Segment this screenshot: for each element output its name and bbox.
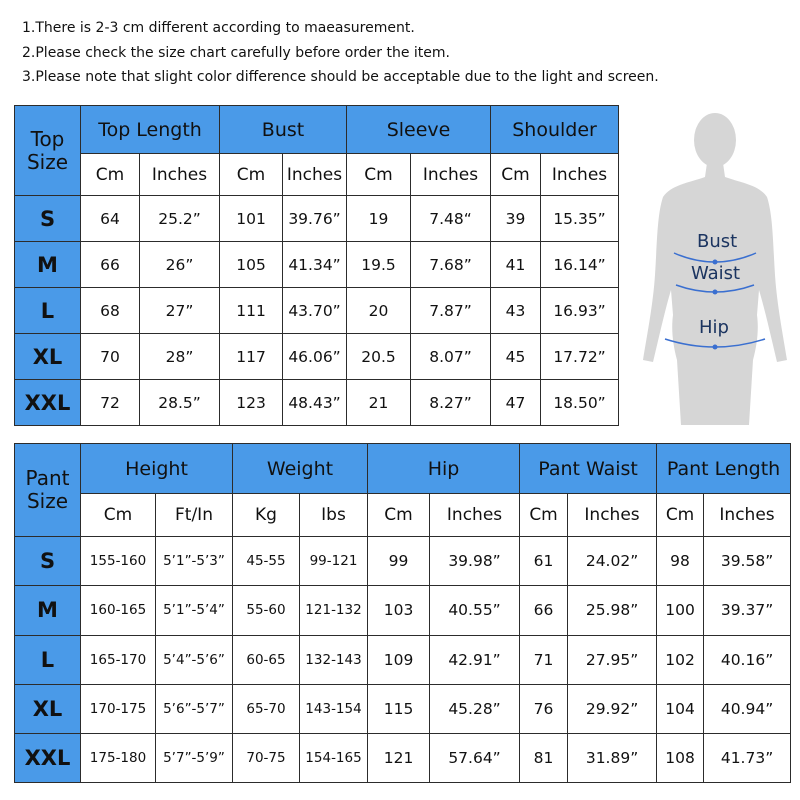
cell: 61 bbox=[520, 537, 568, 586]
cell: 115 bbox=[368, 684, 430, 733]
cell: 47 bbox=[491, 380, 541, 426]
cell: 175-180 bbox=[81, 733, 156, 782]
cell: 60-65 bbox=[233, 635, 300, 684]
cell: 41.73” bbox=[704, 733, 791, 782]
cell: 65-70 bbox=[233, 684, 300, 733]
cell: 28” bbox=[140, 334, 220, 380]
size-label: L bbox=[15, 635, 81, 684]
group-header-bust: Bust bbox=[220, 106, 347, 154]
hip-label: Hip bbox=[699, 317, 729, 338]
cell: 5’1”-5’3” bbox=[156, 537, 233, 586]
cell: 20.5 bbox=[347, 334, 411, 380]
table-row bbox=[15, 733, 791, 782]
size-label: L bbox=[15, 288, 81, 334]
cell: 5’4”-5’6” bbox=[156, 635, 233, 684]
cell: 43.70” bbox=[283, 288, 347, 334]
cell: 100 bbox=[657, 586, 704, 635]
group-header-shoulder: Shoulder bbox=[491, 106, 619, 154]
cell: 70-75 bbox=[233, 733, 300, 782]
table-row bbox=[15, 288, 619, 334]
cell: 99 bbox=[368, 537, 430, 586]
cell: 123 bbox=[220, 380, 283, 426]
cell: 121 bbox=[368, 733, 430, 782]
cell: 70 bbox=[81, 334, 140, 380]
pant-size-table bbox=[14, 443, 791, 783]
cell: 160-165 bbox=[81, 586, 156, 635]
cell: 108 bbox=[657, 733, 704, 782]
cell: 7.87” bbox=[411, 288, 491, 334]
cell: 170-175 bbox=[81, 684, 156, 733]
size-label: M bbox=[15, 242, 81, 288]
cell: 31.89” bbox=[568, 733, 657, 782]
cell: 98 bbox=[657, 537, 704, 586]
unit-header: Cm bbox=[347, 154, 411, 196]
note-1: 1.There is 2-3 cm different according to maeasurement. bbox=[22, 20, 415, 36]
cell: 15.35” bbox=[541, 196, 619, 242]
cell: 5’1”-5’4” bbox=[156, 586, 233, 635]
corner-line-2: Size bbox=[26, 149, 69, 174]
table-row bbox=[15, 586, 791, 635]
cell: 117 bbox=[220, 334, 283, 380]
cell: 7.68” bbox=[411, 242, 491, 288]
unit-header: Kg bbox=[233, 494, 300, 537]
cell: 20 bbox=[347, 288, 411, 334]
unit-header: Cm bbox=[657, 494, 704, 537]
cell: 71 bbox=[520, 635, 568, 684]
table-row bbox=[15, 684, 791, 733]
table-row bbox=[15, 242, 619, 288]
group-header-pant-length: Pant Length bbox=[657, 444, 791, 494]
corner-line-2: Size bbox=[26, 489, 69, 514]
cell: 25.98” bbox=[568, 586, 657, 635]
cell: 105 bbox=[220, 242, 283, 288]
group-header-pant-waist: Pant Waist bbox=[520, 444, 657, 494]
cell: 45.28” bbox=[430, 684, 520, 733]
cell: 64 bbox=[81, 196, 140, 242]
cell: 72 bbox=[81, 380, 140, 426]
group-header-top-length: Top Length bbox=[81, 106, 220, 154]
cell: 16.93” bbox=[541, 288, 619, 334]
cell: 132-143 bbox=[300, 635, 368, 684]
unit-header: Inches bbox=[411, 154, 491, 196]
body-silhouette-figure bbox=[627, 105, 800, 425]
group-header-height: Height bbox=[81, 444, 233, 494]
cell: 102 bbox=[657, 635, 704, 684]
cell: 39.37” bbox=[704, 586, 791, 635]
cell: 48.43” bbox=[283, 380, 347, 426]
top-size-table bbox=[14, 105, 619, 426]
cell: 154-165 bbox=[300, 733, 368, 782]
cell: 21 bbox=[347, 380, 411, 426]
hip-marker bbox=[713, 345, 718, 350]
table-row bbox=[15, 635, 791, 684]
group-header-weight: Weight bbox=[233, 444, 368, 494]
unit-header: Inches bbox=[283, 154, 347, 196]
note-3: 3.Please note that slight color difference should be acceptable due to the light and screen. bbox=[22, 69, 659, 85]
unit-header: Cm bbox=[81, 154, 140, 196]
cell: 27.95” bbox=[568, 635, 657, 684]
cell: 16.14” bbox=[541, 242, 619, 288]
cell: 25.2” bbox=[140, 196, 220, 242]
cell: 81 bbox=[520, 733, 568, 782]
cell: 143-154 bbox=[300, 684, 368, 733]
cell: 26” bbox=[140, 242, 220, 288]
note-2: 2.Please check the size chart carefully before order the item. bbox=[22, 44, 450, 61]
unit-header: Inches bbox=[704, 494, 791, 537]
table-row bbox=[15, 380, 619, 426]
cell: 5’7”-5’9” bbox=[156, 733, 233, 782]
cell: 18.50” bbox=[541, 380, 619, 426]
unit-header: Inches bbox=[541, 154, 619, 196]
size-label: XL bbox=[15, 684, 81, 733]
cell: 27” bbox=[140, 288, 220, 334]
group-header-sleeve: Sleeve bbox=[347, 106, 491, 154]
size-label: M bbox=[15, 586, 81, 635]
unit-header: Cm bbox=[81, 494, 156, 537]
unit-header: Cm bbox=[368, 494, 430, 537]
waist-label: Waist bbox=[691, 263, 741, 284]
size-label: S bbox=[15, 537, 81, 586]
table-row bbox=[15, 334, 619, 380]
cell: 42.91” bbox=[430, 635, 520, 684]
unit-header: Inches bbox=[140, 154, 220, 196]
cell: 68 bbox=[81, 288, 140, 334]
cell: 55-60 bbox=[233, 586, 300, 635]
head-shape bbox=[694, 113, 736, 167]
cell: 45-55 bbox=[233, 537, 300, 586]
waist-marker bbox=[713, 290, 718, 295]
cell: 29.92” bbox=[568, 684, 657, 733]
size-label: XXL bbox=[15, 380, 81, 426]
corner-line-1: Top bbox=[30, 126, 65, 151]
cell: 46.06” bbox=[283, 334, 347, 380]
size-label: XXL bbox=[15, 733, 81, 782]
unit-header: Inches bbox=[568, 494, 657, 537]
cell: 8.07” bbox=[411, 334, 491, 380]
cell: 43 bbox=[491, 288, 541, 334]
table-row bbox=[15, 196, 619, 242]
cell: 57.64” bbox=[430, 733, 520, 782]
cell: 39.98” bbox=[430, 537, 520, 586]
unit-header: Cm bbox=[520, 494, 568, 537]
cell: 7.48“ bbox=[411, 196, 491, 242]
unit-header: Cm bbox=[220, 154, 283, 196]
cell: 5’6”-5’7” bbox=[156, 684, 233, 733]
cell: 19 bbox=[347, 196, 411, 242]
cell: 39.58” bbox=[704, 537, 791, 586]
cell: 66 bbox=[81, 242, 140, 288]
cell: 28.5” bbox=[140, 380, 220, 426]
cell: 103 bbox=[368, 586, 430, 635]
unit-header: Inches bbox=[430, 494, 520, 537]
cell: 155-160 bbox=[81, 537, 156, 586]
bust-label: Bust bbox=[697, 231, 738, 252]
cell: 19.5 bbox=[347, 242, 411, 288]
cell: 101 bbox=[220, 196, 283, 242]
cell: 40.16” bbox=[704, 635, 791, 684]
cell: 99-121 bbox=[300, 537, 368, 586]
group-header-hip: Hip bbox=[368, 444, 520, 494]
cell: 24.02” bbox=[568, 537, 657, 586]
cell: 39.76” bbox=[283, 196, 347, 242]
cell: 104 bbox=[657, 684, 704, 733]
table-row bbox=[15, 537, 791, 586]
cell: 8.27” bbox=[411, 380, 491, 426]
top-size-corner bbox=[15, 106, 81, 196]
cell: 39 bbox=[491, 196, 541, 242]
cell: 165-170 bbox=[81, 635, 156, 684]
cell: 66 bbox=[520, 586, 568, 635]
unit-header: Ft/In bbox=[156, 494, 233, 537]
cell: 40.94” bbox=[704, 684, 791, 733]
cell: 45 bbox=[491, 334, 541, 380]
cell: 41 bbox=[491, 242, 541, 288]
unit-header: Ibs bbox=[300, 494, 368, 537]
cell: 109 bbox=[368, 635, 430, 684]
pant-size-corner bbox=[15, 444, 81, 537]
cell: 111 bbox=[220, 288, 283, 334]
cell: 40.55” bbox=[430, 586, 520, 635]
cell: 41.34” bbox=[283, 242, 347, 288]
notes bbox=[22, 16, 659, 90]
size-label: XL bbox=[15, 334, 81, 380]
unit-header: Cm bbox=[491, 154, 541, 196]
size-label: S bbox=[15, 196, 81, 242]
cell: 76 bbox=[520, 684, 568, 733]
cell: 17.72” bbox=[541, 334, 619, 380]
cell: 121-132 bbox=[300, 586, 368, 635]
corner-line-1: Pant bbox=[25, 466, 70, 491]
